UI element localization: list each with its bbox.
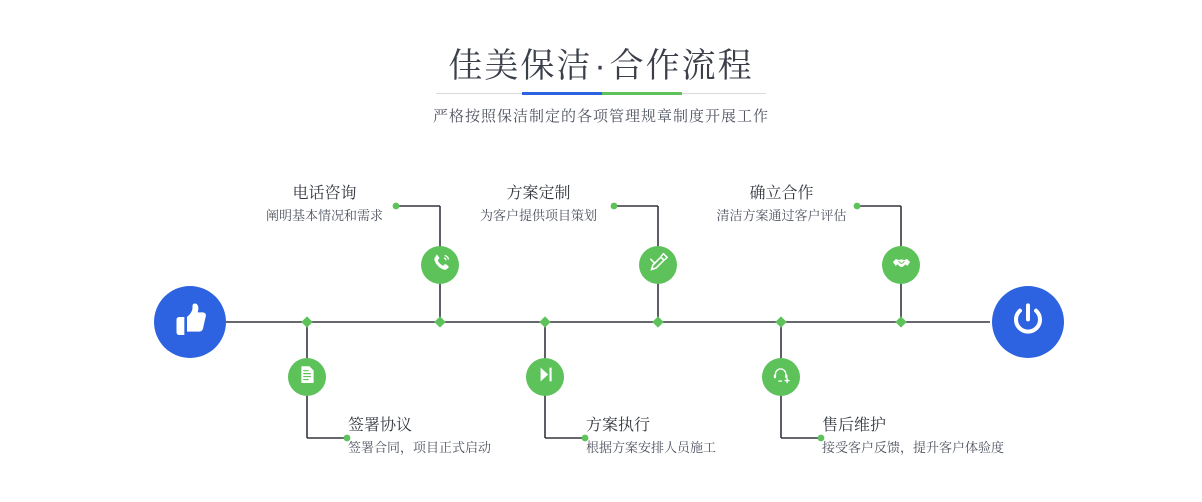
step-name-6: 售后维护 xyxy=(822,417,887,434)
step-name-2: 签署协议 xyxy=(348,417,413,434)
page-title-separator: · xyxy=(594,47,608,85)
step-name-3: 方案定制 xyxy=(506,185,571,202)
step-icon-6[interactable] xyxy=(762,358,800,396)
step-name-1: 电话咨询 xyxy=(292,185,357,202)
step-icon-1[interactable] xyxy=(421,246,459,284)
step-desc-3: 为客户提供项目策划 xyxy=(479,208,597,223)
step-icon-2[interactable] xyxy=(288,358,326,396)
thumbs-up-icon xyxy=(170,300,210,345)
handshake-icon xyxy=(891,252,912,278)
step-label-3 xyxy=(463,184,614,226)
step-label-6 xyxy=(822,416,1004,458)
step-desc-1: 阐明基本情况和需求 xyxy=(265,208,383,223)
document-edit-icon xyxy=(297,364,318,390)
step-label-4 xyxy=(586,416,716,458)
step-icon-3[interactable] xyxy=(639,246,677,284)
page-header xyxy=(0,0,1202,150)
flow-start-node[interactable] xyxy=(154,286,226,358)
support-agent-add-icon xyxy=(771,364,792,390)
step-label-1 xyxy=(253,184,396,226)
step-label-2 xyxy=(348,416,491,458)
divider-blue-segment xyxy=(522,92,602,95)
page-title xyxy=(0,38,1202,87)
step-desc-4: 根据方案安排人员施工 xyxy=(586,440,717,455)
power-icon xyxy=(1008,300,1048,345)
step-name-5: 确立合作 xyxy=(749,185,814,202)
page-subtitle: 严格按照保洁制定的各项管理规章制度开展工作 xyxy=(432,108,769,125)
divider-green-segment xyxy=(602,92,682,95)
pen-ruler-icon xyxy=(648,252,669,278)
title-divider xyxy=(436,92,766,95)
step-icon-5[interactable] xyxy=(882,246,920,284)
step-label-5 xyxy=(706,184,857,226)
flow-end-node[interactable] xyxy=(992,286,1064,358)
step-desc-6: 接受客户反馈，提升客户体验度 xyxy=(822,440,1005,455)
process-flow-diagram xyxy=(0,150,1202,502)
step-icon-4[interactable] xyxy=(526,358,564,396)
page-title-sub: 合作流程 xyxy=(609,47,754,85)
play-next-icon xyxy=(535,364,556,390)
step-name-4: 方案执行 xyxy=(586,417,651,434)
step-desc-5: 清洁方案通过客户评估 xyxy=(716,208,847,223)
page-title-main: 佳美保洁 xyxy=(448,47,593,85)
phone-call-icon xyxy=(430,252,451,278)
step-desc-2: 签署合同，项目正式启动 xyxy=(348,440,492,455)
